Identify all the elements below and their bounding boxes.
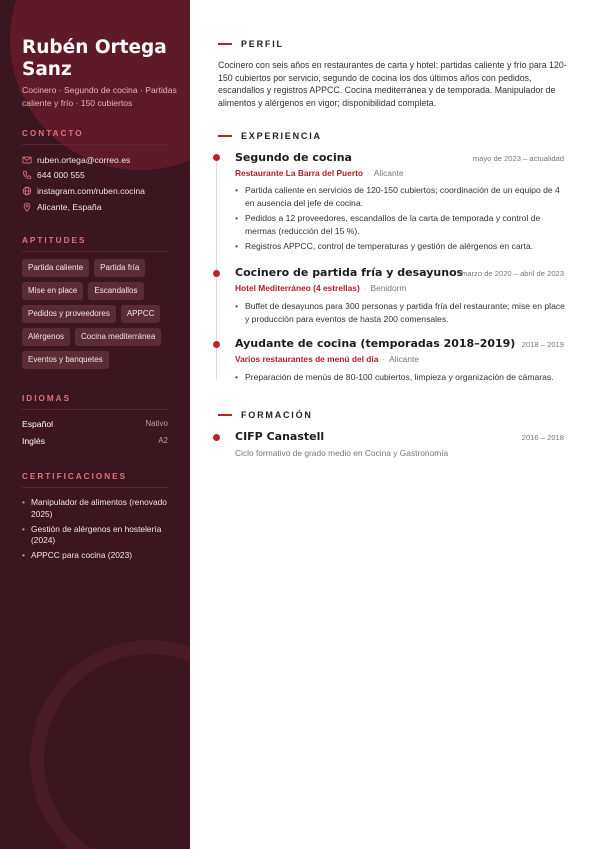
job-date: mayo de 2023 – actualidad xyxy=(472,154,564,163)
job-company: Hotel Mediterráneo (4 estrellas) xyxy=(235,283,360,293)
contact-location: Alicante, España xyxy=(22,202,102,212)
job-title: Cocinero de partida fría y desayunos xyxy=(235,266,464,279)
language-level: A2 xyxy=(158,436,168,445)
phone-icon xyxy=(22,170,32,180)
contact-phone[interactable]: 644 000 555 xyxy=(22,170,85,180)
job-bullet: • Buffet de desayunos para 300 personas y partida fría del restaurante; mise en place y producción para eventos de hasta 200 comensales. xyxy=(235,300,565,325)
job-company-line: Restaurante La Barra del Puerto · Alicante xyxy=(235,168,404,178)
job-company: Varios restaurantes de menú del día xyxy=(235,354,379,364)
heading-accent-bar xyxy=(218,135,232,137)
cert-item: • APPCC para cocina (2023) xyxy=(22,550,172,562)
language-name: Español xyxy=(22,419,54,429)
job-bullets xyxy=(235,184,565,256)
heading-accent-bar xyxy=(218,43,232,45)
profile-heading: PERFIL xyxy=(218,39,284,49)
language-row xyxy=(22,436,168,446)
skill-chip: APPCC xyxy=(121,305,161,323)
job-bullets xyxy=(235,371,565,387)
contact-heading: CONTACTO xyxy=(22,129,168,145)
language-name: Inglés xyxy=(22,436,45,446)
language-row xyxy=(22,419,168,429)
experience-heading: EXPERIENCIA xyxy=(218,131,322,141)
job-location: Alicante xyxy=(373,168,404,178)
job-company-line: Varios restaurantes de menú del día · Alicante xyxy=(235,354,419,364)
profile-text: Cocinero con seis años en restaurantes de carta y hotel: partidas caliente y frío para 120-150 cubiertos por servicio, segundo de cocina los dos últimos años con pedidos, escandallos y registros APPCC. Cocina mediterránea y de temporada. Manipulador de alimentos y alérgenos en vigor; disponibilidad completa. xyxy=(218,60,567,108)
cert-item: • Gestión de alérgenos en hostelería (2024) xyxy=(22,524,172,547)
skill-chip: Pedidos y proveedores xyxy=(22,305,116,323)
job-date: marzo de 2020 – abril de 2023 xyxy=(460,269,564,278)
skill-chip: Mise en place xyxy=(22,282,83,300)
job-company: Restaurante La Barra del Puerto xyxy=(235,168,363,178)
globe-icon xyxy=(22,186,32,196)
languages-heading: IDIOMAS xyxy=(22,394,168,410)
skill-chip: Alérgenos xyxy=(22,328,70,346)
education-description: Ciclo formativo de grado medio en Cocina y Gastronomía xyxy=(235,448,449,458)
language-level: Nativo xyxy=(145,419,168,428)
certs-heading: CERTIFICACIONES xyxy=(22,472,168,488)
sidebar xyxy=(0,0,190,849)
skill-chip: Partida fría xyxy=(94,259,145,277)
mail-icon xyxy=(22,155,32,165)
candidate-name: Rubén Ortega Sanz xyxy=(22,37,167,80)
job-title: Ayudante de cocina (temporadas 2018–2019) xyxy=(235,337,516,350)
job-bullets xyxy=(235,300,565,328)
decorative-ring xyxy=(30,640,190,849)
skill-chip: Escandallos xyxy=(88,282,143,300)
education-heading: FORMACIÓN xyxy=(218,410,313,420)
timeline-dot xyxy=(213,270,220,277)
certs-list xyxy=(22,497,172,565)
job-location: Benidorm xyxy=(370,283,407,293)
job-bullet: • Partida caliente en servicios de 120-150 cubiertos; coordinación de un equipo de 4 en ausencia del jefe de cocina. xyxy=(235,184,565,209)
job-bullet: • Registros APPCC, control de temperaturas y gestión de alérgenos en carta. xyxy=(235,240,565,253)
job-company-line: Hotel Mediterráneo (4 estrellas) · Benidorm xyxy=(235,283,407,293)
timeline-dot xyxy=(213,341,220,348)
skills-list xyxy=(22,259,172,369)
contact-website[interactable]: instagram.com/ruben.cocina xyxy=(22,186,145,196)
location-pin-icon xyxy=(22,202,32,212)
timeline-dot xyxy=(213,434,220,441)
job-date: 2018 – 2019 xyxy=(521,340,564,349)
tagline: Cocinero · Segundo de cocina · Partidas caliente y frío · 150 cubiertos xyxy=(22,85,177,108)
timeline-dot xyxy=(213,154,220,161)
skills-heading: APTITUDES xyxy=(22,236,168,252)
heading-accent-bar xyxy=(218,414,232,416)
skill-chip: Eventos y banquetes xyxy=(22,351,109,369)
education-title: CIFP Canastell xyxy=(235,430,325,443)
skill-chip: Cocina mediterránea xyxy=(75,328,161,346)
job-bullet: • Pedidos a 12 proveedores, escandallos de la carta de temporada y control de mermas (reducción del 15 %). xyxy=(235,212,565,237)
skill-chip: Partida caliente xyxy=(22,259,89,277)
cert-item: • Manipulador de alimentos (renovado 2025) xyxy=(22,497,172,520)
education-date: 2016 – 2018 xyxy=(521,433,564,442)
job-bullet: • Preparación de menús de 80-100 cubiertos, limpieza y organización de cámaras. xyxy=(235,371,565,384)
job-title: Segundo de cocina xyxy=(235,151,352,164)
job-location: Alicante xyxy=(389,354,419,364)
contact-email[interactable]: ruben.ortega@correo.es xyxy=(22,155,130,165)
